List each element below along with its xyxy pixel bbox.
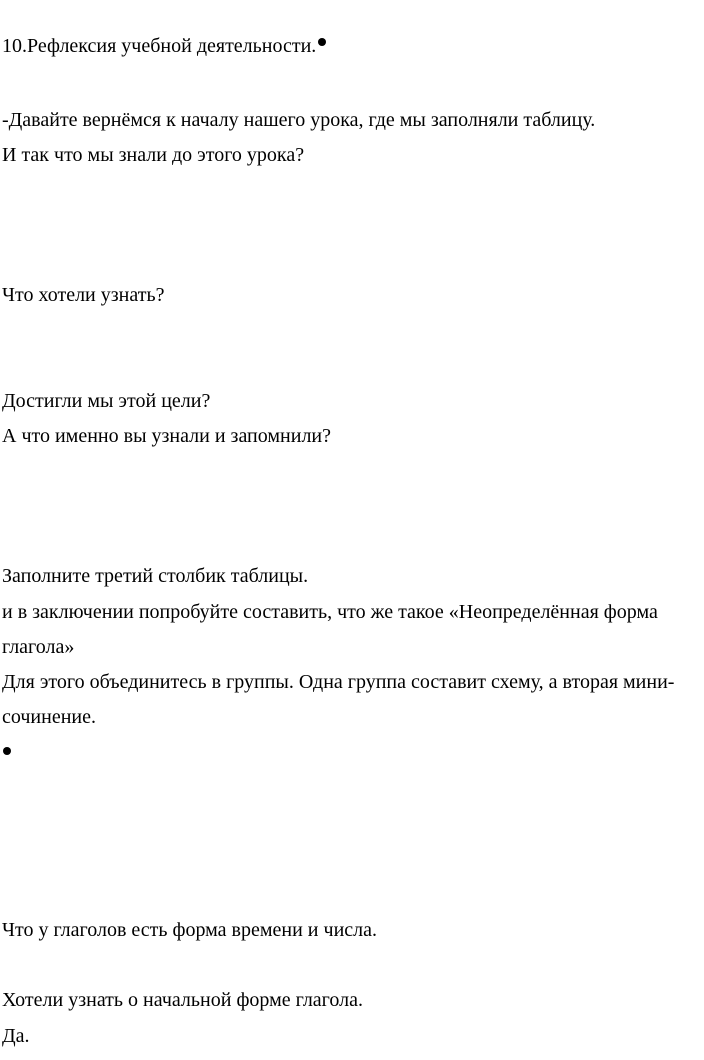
section-heading [2, 34, 326, 58]
paragraph-line: Достигли мы этой цели? [2, 390, 211, 412]
paragraph-line: А что именно вы узнали и запомнили? [2, 425, 332, 447]
paragraph-line: Заполните третий столбик таблицы. [2, 565, 309, 587]
paragraph-line: -Давайте вернёмся к началу нашего урока, где мы заполняли таблицу. [2, 109, 596, 131]
section-heading-text: 10.Рефлексия учебной деятельности. [2, 35, 317, 57]
paragraph-line: глагола» [2, 636, 75, 658]
paragraph-line: Для этого объединитесь в группы. Одна группа составит схему, а вторая мини- [2, 671, 675, 693]
answer-line: Хотели узнать о начальной форме глагола. [2, 989, 363, 1011]
paragraph-line: И так что мы знали до этого урока? [2, 144, 305, 166]
answer-line: Что у глаголов есть форма времени и числа. [2, 919, 378, 941]
paragraph-line: сочинение. [2, 706, 96, 728]
paragraph-line: и в заключении попробуйте составить, что же такое «Неопределённая форма [2, 601, 658, 623]
bullet-icon [318, 38, 326, 46]
bullet-icon [3, 747, 11, 755]
paragraph-line: Что хотели узнать? [2, 284, 165, 306]
answer-line: Да. [2, 1025, 30, 1047]
